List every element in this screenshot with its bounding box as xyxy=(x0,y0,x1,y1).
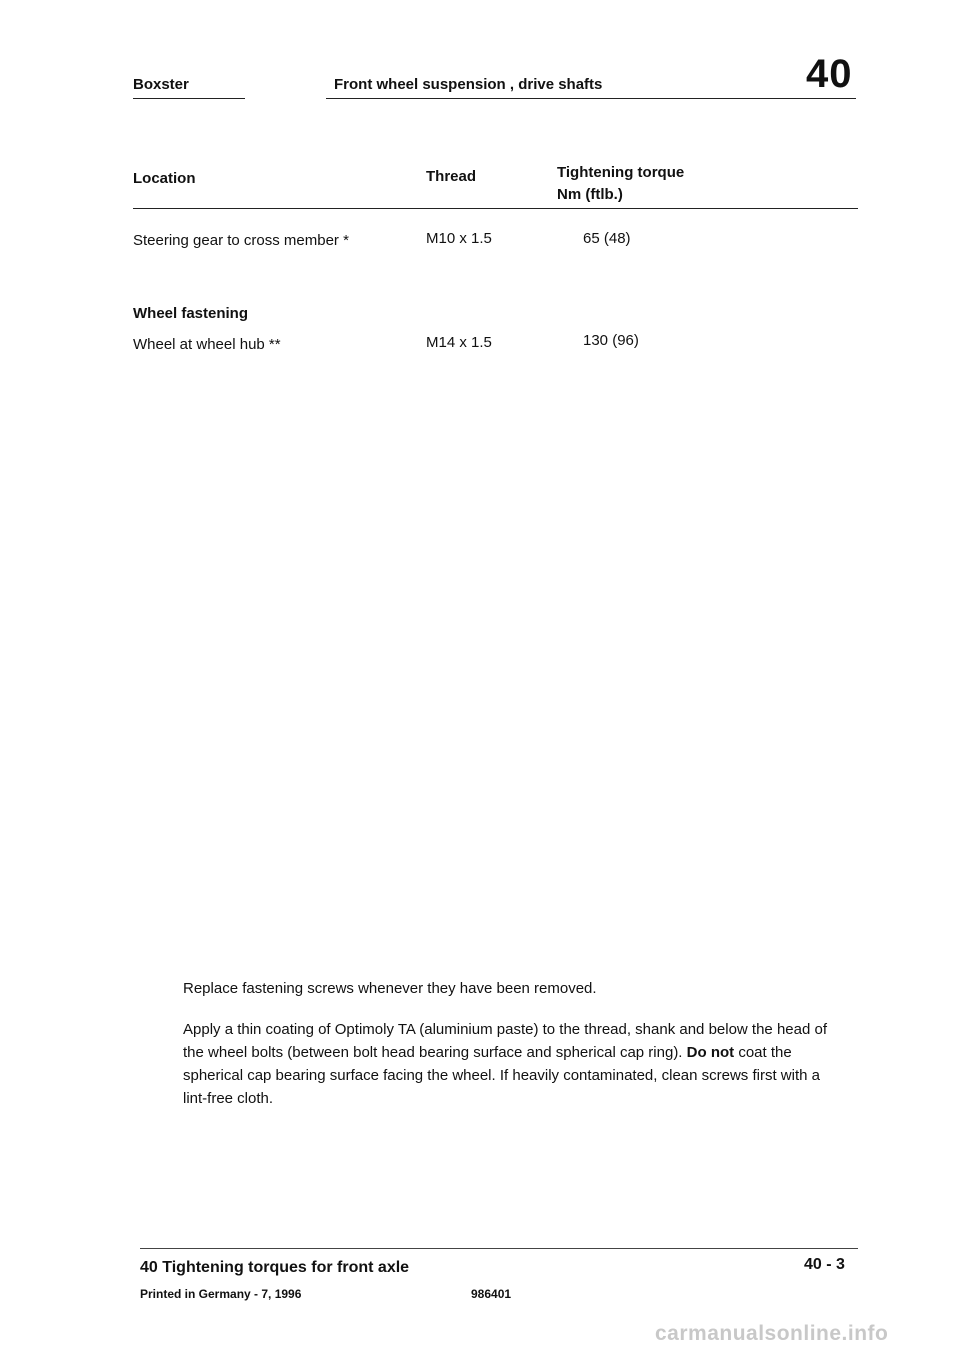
header-brand: Boxster xyxy=(133,76,189,93)
table-row-torque: 65 (48) xyxy=(583,230,631,247)
column-header-torque: Tightening torque xyxy=(557,164,685,181)
footer-printed: Printed in Germany - 7, 1996 xyxy=(140,1287,302,1301)
note-replace-screws: Replace fastening screws whenever they have been removed. xyxy=(183,980,597,997)
note-coating-part2: coat the spherical cap bearing surface facing the wheel. If heavily contaminated, clean screws first with a lint-free cloth. xyxy=(183,1044,820,1107)
header-brand-rule xyxy=(133,98,245,99)
column-header-thread: Thread xyxy=(426,168,477,185)
footer-title: 40 Tightening torques for front axle xyxy=(140,1259,410,1276)
header-title: Front wheel suspension , drive shafts xyxy=(334,76,603,93)
note-coating xyxy=(183,1018,848,1110)
footer-rule xyxy=(140,1248,858,1249)
header-title-rule xyxy=(326,98,856,99)
note-coating-part1: Apply a thin coating of Optimoly TA (aluminium paste) to the thread, shank and below the head of the wheel bolts (between bolt head bearing surface and spherical cap ring). xyxy=(183,1021,827,1061)
table-row-location: Wheel at wheel hub ** xyxy=(133,336,281,353)
group-number: 40 xyxy=(806,52,853,96)
table-row-thread: M10 x 1.5 xyxy=(426,230,492,247)
footer-code: 986401 xyxy=(471,1287,512,1301)
note-coating-emphasis: Do not xyxy=(686,1044,735,1061)
watermark: carmanualsonline.info xyxy=(655,1322,889,1345)
column-header-location: Location xyxy=(133,170,196,187)
section-title: Wheel fastening xyxy=(133,305,249,322)
table-row-torque: 130 (96) xyxy=(583,332,639,349)
footer-page-number: 40 - 3 xyxy=(804,1256,845,1273)
table-row-thread: M14 x 1.5 xyxy=(426,334,492,351)
table-row-location: Steering gear to cross member * xyxy=(133,232,349,249)
table-header-rule xyxy=(133,208,858,209)
column-header-torque-unit: Nm (ftlb.) xyxy=(557,186,623,203)
